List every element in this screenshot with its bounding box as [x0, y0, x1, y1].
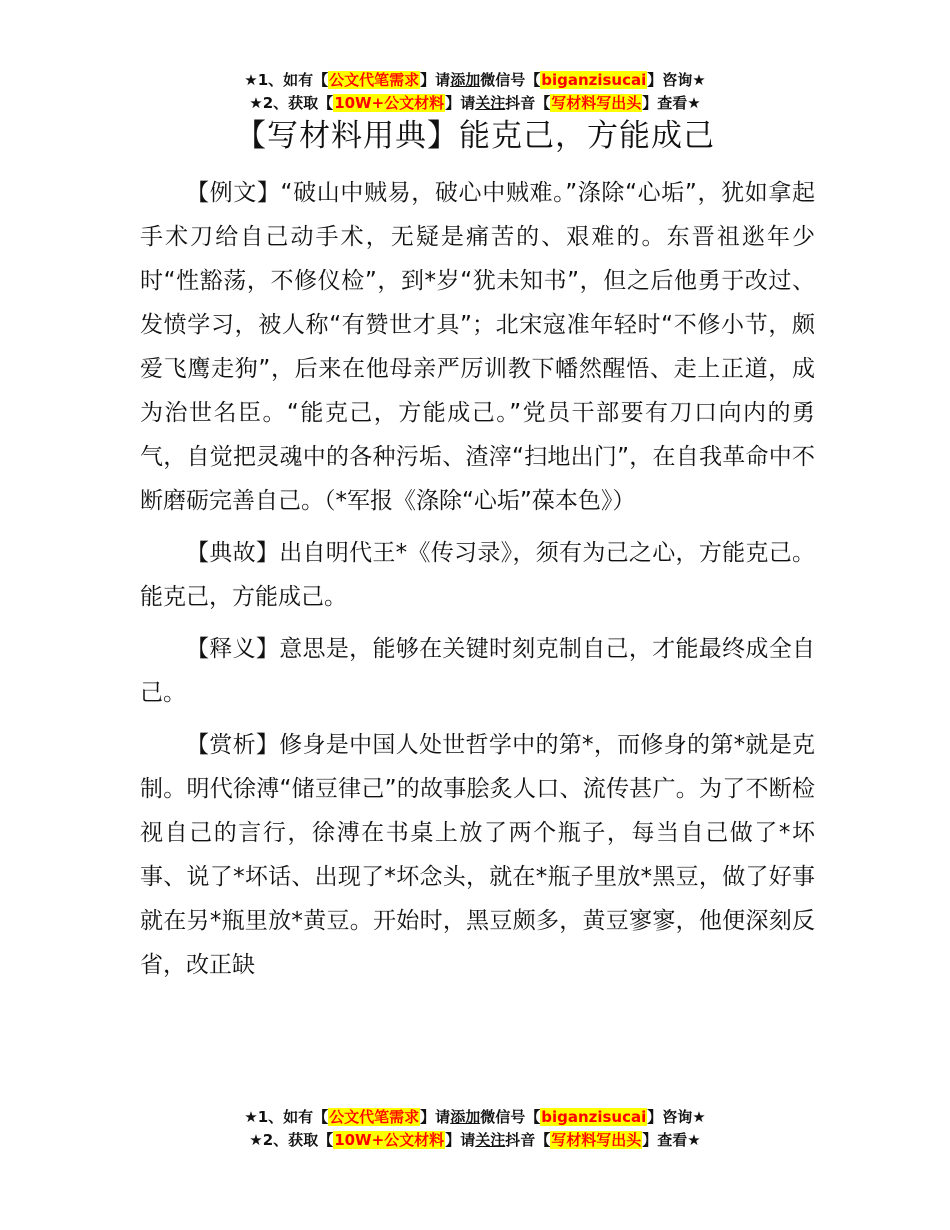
highlight-service: 公文代笔需求 — [329, 71, 420, 89]
banner-line-1 — [0, 69, 950, 92]
banner-text: 微信号【 — [480, 71, 541, 89]
banner-underline: 添加 — [450, 1108, 481, 1126]
banner-text: ★2、获取【 — [249, 1131, 334, 1149]
banner-line-2 — [0, 92, 950, 115]
banner-text: 】请 — [445, 94, 476, 112]
highlight-wechat-id: biganzisucai — [541, 71, 647, 89]
paragraph-label: 【赏析】 — [186, 732, 280, 758]
banner-text: 】咨询★ — [647, 1108, 706, 1126]
banner-text: 】请 — [420, 71, 451, 89]
banner-underline: 关注 — [475, 94, 506, 112]
highlight-douyin-id: 写材料写出头 — [551, 1131, 642, 1149]
banner-text: 微信号【 — [480, 1108, 541, 1126]
paragraph-label: 【释义】 — [186, 636, 280, 662]
paragraph-label: 【例文】 — [186, 180, 281, 206]
banner-text: 】请 — [420, 1108, 451, 1126]
paragraph-allusion — [140, 531, 815, 619]
banner-underline: 关注 — [475, 1131, 506, 1149]
paragraph-text: “破山中贼易，破心中贼难。”涤除“心垢”，犹如拿起手术刀给自己动手术，无疑是痛苦的、艰难的。东晋祖逖年少时“性豁荡，不修仪检”，到*岁“犹未知书”，但之后他勇于改过、发愤学习，被人称“有赞世才具”；北宋寇准年轻时“不修小节，颇爱飞鹰走狗”，后来在他母亲严厉训教下幡然醒悟、走上正道，成为治世名臣。“能克己，方能成己。”党员干部要有刀口向内的勇气，自觉把灵魂中的各种污垢、渣滓“扫地出门”，在自我革命中不断磨砺完善自己。（*军报《涤除“心垢”葆本色》） — [140, 180, 815, 514]
banner-text: 】查看★ — [642, 94, 701, 112]
paragraph-appreciation — [140, 723, 815, 987]
paragraph-text: 出自明代王*《传习录》，须有为己之心，方能克己。能克己，方能成己。 — [140, 540, 816, 610]
banner-line-1 — [0, 1106, 950, 1129]
highlight-materials: 10W+公文材料 — [334, 1131, 445, 1149]
paragraph-label: 【典故】 — [186, 540, 280, 566]
banner-text: 】咨询★ — [647, 71, 706, 89]
highlight-materials: 10W+公文材料 — [334, 94, 445, 112]
highlight-wechat-id: biganzisucai — [541, 1108, 647, 1126]
highlight-service: 公文代笔需求 — [329, 1108, 420, 1126]
bottom-banner — [0, 1106, 950, 1152]
banner-text: 抖音【 — [505, 94, 551, 112]
banner-text: 】请 — [445, 1131, 476, 1149]
banner-line-2 — [0, 1129, 950, 1152]
highlight-douyin-id: 写材料写出头 — [551, 94, 642, 112]
banner-text: ★1、如有【 — [244, 71, 329, 89]
document-body — [140, 171, 815, 987]
banner-text: 】查看★ — [642, 1131, 701, 1149]
banner-underline: 添加 — [450, 71, 481, 89]
paragraph-meaning — [140, 627, 815, 715]
top-banner — [0, 69, 950, 115]
paragraph-example — [140, 171, 815, 523]
paragraph-text: 修身是中国人处世哲学中的第*，而修身的第*就是克制。明代徐溥“储豆律己”的故事脍炙人口、流传甚广。为了不断检视自己的言行，徐溥在书桌上放了两个瓶子，每当自己做了*坏事、说了*坏话、出现了*坏念头，就在*瓶子里放*黑豆，做了好事就在另*瓶里放*黄豆。开始时，黑豆颇多，黄豆寥寥，他便深刻反省，改正缺 — [140, 732, 816, 978]
banner-text: ★1、如有【 — [244, 1108, 329, 1126]
banner-text: ★2、获取【 — [249, 94, 334, 112]
page-title: 【写材料用典】能克己，方能成己 — [235, 118, 715, 154]
banner-text: 抖音【 — [505, 1131, 551, 1149]
paragraph-text: 意思是，能够在关键时刻克制自己，才能最终成全自己。 — [140, 636, 816, 706]
